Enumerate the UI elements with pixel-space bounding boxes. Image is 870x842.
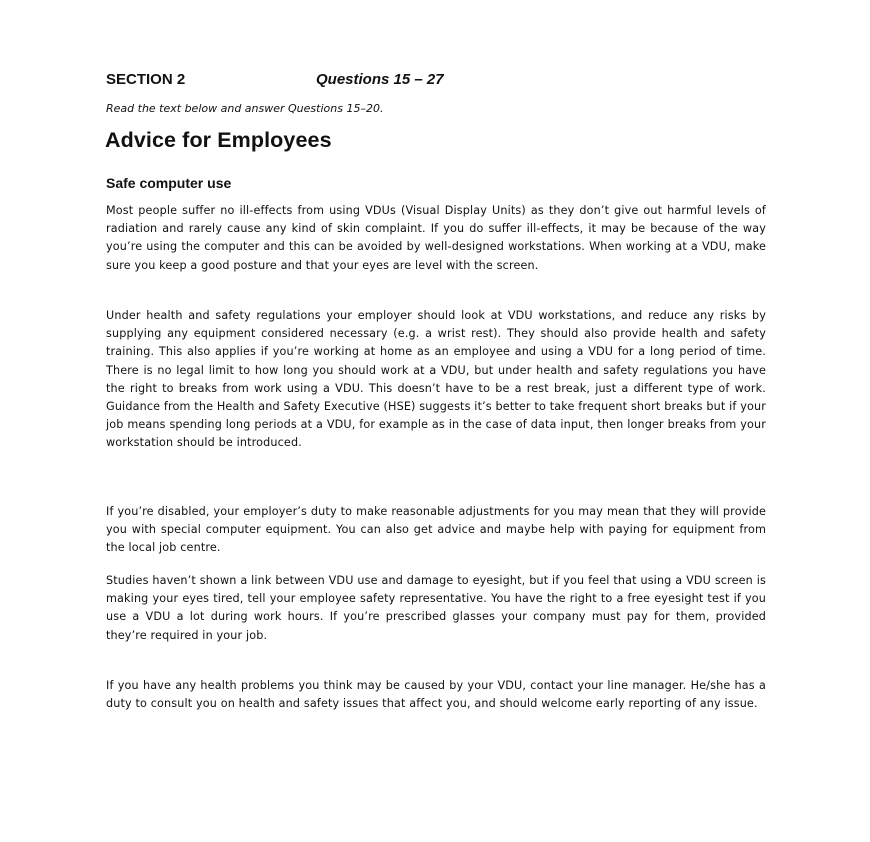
section-header xyxy=(106,71,706,91)
article-title: Advice for Employees xyxy=(105,128,332,152)
paragraph-3: If you’re disabled, your employer’s duty to make reasonable adjustments for you may mean that they will provide you with special computer equipment. You can also get advice and maybe help with paying for equipment from the local job centre. xyxy=(106,505,766,555)
paragraph-4: Studies haven’t shown a link between VDU use and damage to eyesight, but if you feel that using a VDU screen is making your eyes tired, tell your employee safety representative. You have the right to a free eyesight test if you use a VDU a lot during work hours. If you’re prescribed glasses your company must pay for them, provided they’re required in your job. xyxy=(106,574,766,642)
paragraph-1: Most people suffer no ill-effects from using VDUs (Visual Display Units) as they don’t give out harmful levels of radiation and rarely cause any kind of skin complaint. If you do suffer ill-effects, it may be because of the way you’re using the computer and this can be avoided by well-designed workstations. When working at a VDU, make sure you keep a good posture and that your eyes are level with the screen. xyxy=(106,204,766,272)
section-label: SECTION 2 xyxy=(106,71,186,88)
paragraph-2: Under health and safety regulations your employer should look at VDU workstations, and reduce any risks by supplying any equipment considered necessary (e.g. a wrist rest). They should also provide health and safety training. This also applies if you’re working at home as an employee and using a VDU for a long period of time. There is no legal limit to how long you should work at a VDU, but under health and safety regulations you have the right to breaks from work using a VDU. This doesn’t have to be a rest break, just a different type of work. Guidance from the Health and Safety Executive (HSE) suggests it’s better to take frequent short breaks but if your job means spending long periods at a VDU, for example as in the case of data input, then longer breaks from your workstation should be introduced. xyxy=(106,309,766,450)
article-subtitle: Safe computer use xyxy=(106,175,232,191)
instructions-text: Read the text below and answer Questions 15–20. xyxy=(106,102,384,115)
questions-range: Questions 15 – 27 xyxy=(316,71,444,88)
paragraph-5: If you have any health problems you think may be caused by your VDU, contact your line manager. He/she has a duty to consult you on health and safety issues that affect you, and should welcome early reporting of any issue. xyxy=(106,679,766,711)
